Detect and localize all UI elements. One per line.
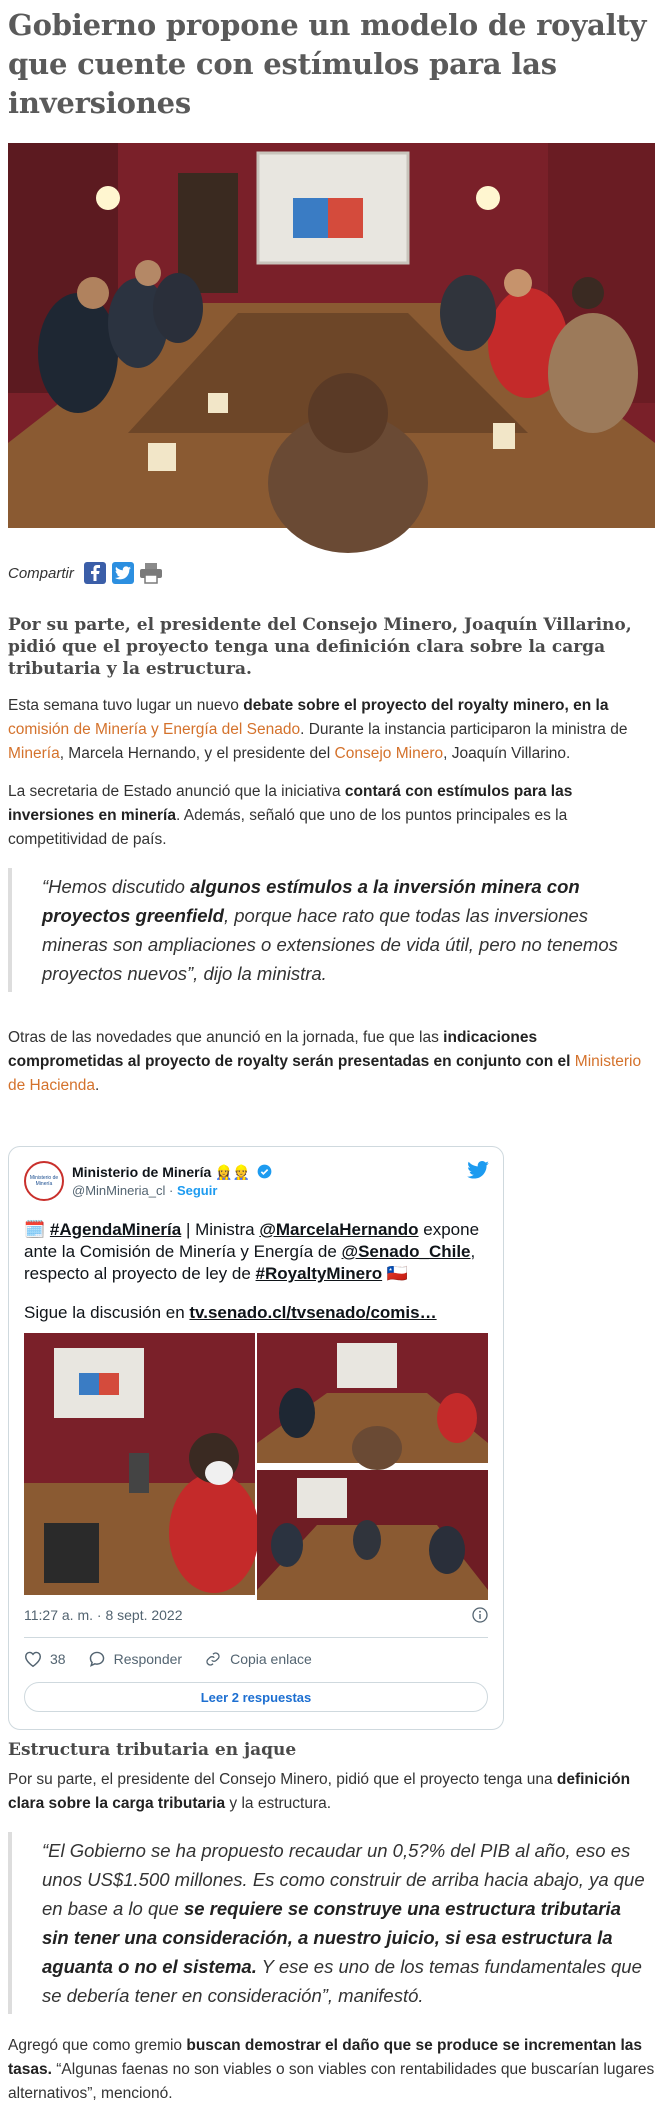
link-icon (204, 1651, 222, 1667)
tweet-handle-line (72, 1183, 488, 1198)
blockquote-ministra (8, 868, 655, 992)
hero-photo (8, 143, 655, 528)
info-icon[interactable] (472, 1607, 488, 1623)
tweet-photo-2[interactable] (257, 1333, 488, 1468)
text: Por su parte, el presidente del Consejo Minero, pidió que el proyecto tenga una (8, 1771, 557, 1788)
share-bar (8, 560, 655, 586)
text: , Joaquín Villarino. (443, 745, 571, 762)
text: La secretaria de Estado anunció que la iniciativa (8, 783, 345, 800)
paragraph-4 (8, 1768, 655, 1816)
text: y la estructura. (225, 1795, 332, 1812)
reply-label: Responder (113, 1651, 183, 1667)
like-count: 38 (50, 1651, 66, 1667)
divider (24, 1637, 488, 1638)
bold-text: definición clara sobre la carga tributaria (8, 1771, 631, 1812)
link-consejo-minero[interactable]: Consejo Minero (334, 745, 444, 762)
chile-flag-icon: 🇨🇱 (382, 1264, 409, 1283)
tweet-author (72, 1164, 488, 1198)
heart-icon (24, 1651, 42, 1667)
link-ministerio-hacienda[interactable]: Ministerio de Hacienda (8, 1053, 642, 1094)
tweet-timestamp[interactable]: 11:27 a. m. · 8 sept. 2022 (24, 1607, 183, 1623)
avatar[interactable] (24, 1161, 64, 1201)
paragraph-2 (8, 780, 655, 852)
calendar-icon: 🗓️ (24, 1220, 46, 1239)
mention-senado-chile[interactable]: @Senado_Chile (341, 1242, 471, 1261)
article-headline: Gobierno propone un modelo de royalty que cuente con estímulos para las inversiones (8, 8, 647, 120)
text: Sigue la discusión en (24, 1303, 190, 1322)
text: Esta semana tuvo lugar un nuevo (8, 697, 244, 714)
twitter-bird-icon[interactable] (467, 1161, 489, 1179)
hashtag-royaltyminero[interactable]: #RoyaltyMinero (255, 1264, 383, 1283)
facebook-share-icon[interactable] (84, 562, 106, 584)
tweet-actions (24, 1648, 488, 1670)
tweet-media-grid (24, 1333, 488, 1595)
section-subheading: Estructura tributaria en jaque (8, 1740, 297, 1760)
separator: · (165, 1183, 177, 1198)
bold-text: indicaciones comprometidas al proyecto de royalty serán presentadas en conjunto con el (8, 1029, 571, 1070)
tweet-handle[interactable]: @MinMineria_cl (72, 1183, 166, 1198)
text: . (95, 1077, 100, 1094)
tweet-link[interactable]: tv.senado.cl/tvsenado/comis… (189, 1303, 437, 1322)
reply-icon (88, 1651, 106, 1667)
text: . Durante la instancia participaron la ministra de (300, 721, 628, 738)
text: Otras de las novedades que anunció en la jornada, fue que las (8, 1029, 444, 1046)
text: expone ante la Comisión de Minería y Energía de (24, 1220, 480, 1261)
bold-text: buscan demostrar el daño que se produce se incrementan las tasas. (8, 2037, 643, 2078)
bold-text: algunos estímulos a la inversión minera con proyectos greenfield (42, 876, 580, 926)
copy-link-label: Copia enlace (230, 1651, 312, 1667)
author-name-text: Ministerio de Minería 👷‍♀️👷 (72, 1164, 251, 1180)
tweet-header (24, 1159, 488, 1203)
share-label: Compartir (8, 564, 74, 582)
text: . Además, señaló que uno de los puntos principales es la competitividad de país. (8, 807, 568, 848)
blockquote-villarino (8, 1832, 655, 2014)
text: “El Gobierno se ha propuesto recaudar un 0,5?% del PIB al año, eso es unos US$1.500 millones. Es como construir de arriba hacia abajo, ya que en base a lo que (42, 1840, 645, 1919)
text: | Ministra (181, 1220, 260, 1239)
text: , porque hace rato que todas las inversiones mineras son ampliaciones o extensiones de vida útil, pero no tenemos proyectos nuevos”, dijo la ministra. (42, 905, 618, 984)
follow-button[interactable]: Seguir (176, 1183, 218, 1198)
bold-text: debate sobre el proyecto del royalty minero, en la (243, 697, 609, 714)
text: Agregó que como gremio (8, 2037, 187, 2054)
read-replies-button[interactable]: Leer 2 respuestas (24, 1682, 488, 1712)
twitter-share-icon[interactable] (112, 562, 134, 584)
mention-marcelahernando[interactable]: @MarcelaHernando (259, 1220, 419, 1239)
text: “Algunas faenas no son viables o son viables con rentabilidades que buscarían lugares alternativos”, mencionó. (8, 2061, 655, 2102)
link-mineria[interactable]: Minería (8, 745, 60, 762)
like-button[interactable] (24, 1651, 66, 1667)
article-lead: Por su parte, el presidente del Consejo Minero, Joaquín Villarino, pidió que el proyecto tenga una definición clara sobre la carga tributaria y la estructura. (8, 615, 632, 679)
link-comision-mineria[interactable]: comisión de Minería y Energía del Senado (8, 721, 301, 738)
embedded-tweet[interactable] (8, 1146, 504, 1730)
tweet-photo-3[interactable] (257, 1470, 488, 1605)
paragraph-1 (8, 694, 655, 766)
bold-text: se requiere se construye una estructura tributaria sin tener una consideración, a nuestro juicio, si esa estructura la aguanta o no el sistema. (42, 1898, 621, 1977)
tweet-author-name[interactable] (72, 1164, 488, 1181)
bold-text: contará con estímulos para las inversiones en minería (8, 783, 573, 824)
tweet-link-line (24, 1303, 488, 1323)
avatar-text: Ministerio de Minería (29, 1175, 59, 1187)
text: “Hemos discutido (42, 876, 191, 897)
text: Y ese es uno de los temas fundamentales que se debería tener en consideración”, manifestó. (42, 1956, 642, 2006)
copy-link-button[interactable] (204, 1651, 312, 1667)
text: , Marcela Hernando, y el presidente del (59, 745, 335, 762)
reply-button[interactable] (88, 1651, 183, 1667)
hashtag-agendamineria[interactable]: #AgendaMinería (49, 1220, 182, 1239)
tweet-text (24, 1219, 488, 1285)
print-icon[interactable] (140, 562, 162, 584)
tweet-photo-1[interactable] (24, 1333, 255, 1605)
paragraph-3 (8, 1026, 655, 1098)
paragraph-5 (8, 2034, 655, 2106)
text: , respecto al proyecto de ley de (24, 1242, 476, 1283)
tweet-meta (24, 1605, 488, 1625)
verified-icon (257, 1164, 272, 1179)
